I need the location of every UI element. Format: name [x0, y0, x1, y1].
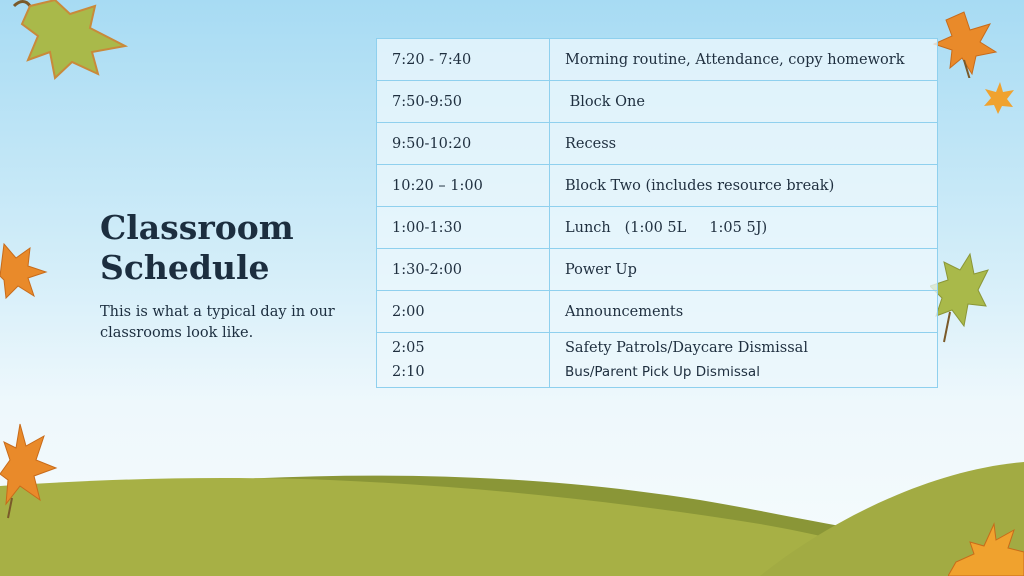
dismissal-activity-2: Bus/Parent Pick Up Dismissal: [565, 364, 760, 380]
green-leaf-icon: [0, 0, 130, 80]
schedule-table: [376, 38, 938, 388]
bottom-right-orange-leaf-icon: [948, 522, 1024, 576]
table-row: [377, 333, 938, 388]
table-row: [377, 207, 938, 249]
dismissal-time-2: 2:10: [392, 364, 425, 380]
small-orange-leaf-icon: [982, 80, 1016, 114]
left-orange-leaf-icon: [0, 238, 50, 304]
dismissal-time-1: 2:05: [392, 340, 425, 356]
table-row: [377, 249, 938, 291]
activity-cell: Lunch (1:00 5L 1:05 5J): [550, 207, 938, 249]
activity-cell: Recess: [550, 123, 938, 165]
activity-cell: Block One: [550, 81, 938, 123]
activity-cell: [550, 333, 938, 388]
table-row: [377, 39, 938, 81]
table-row: [377, 165, 938, 207]
activity-cell: Block Two (includes resource break): [550, 165, 938, 207]
table-row: [377, 81, 938, 123]
time-cell: 2:00: [377, 291, 550, 333]
title-block: [100, 208, 350, 344]
time-cell: 1:00-1:30: [377, 207, 550, 249]
activity-cell: Morning routine, Attendance, copy homework: [550, 39, 938, 81]
table-row: [377, 291, 938, 333]
page-title: Classroom Schedule: [100, 208, 294, 287]
orange-leaf-icon: [930, 8, 1000, 78]
right-green-leaf-icon: [930, 250, 990, 346]
time-cell: [377, 333, 550, 388]
bottom-left-orange-leaf-icon: [0, 420, 60, 520]
time-cell: 9:50-10:20: [377, 123, 550, 165]
dismissal-activity-1: Safety Patrols/Daycare Dismissal: [565, 340, 808, 356]
time-cell: 7:20 - 7:40: [377, 39, 550, 81]
activity-cell: Power Up: [550, 249, 938, 291]
time-cell: 7:50-9:50: [377, 81, 550, 123]
time-cell: 1:30-2:00: [377, 249, 550, 291]
time-cell: 10:20 – 1:00: [377, 165, 550, 207]
table-row: [377, 123, 938, 165]
page-subtitle: This is what a typical day in our classrooms look like.: [100, 304, 335, 341]
activity-cell: Announcements: [550, 291, 938, 333]
